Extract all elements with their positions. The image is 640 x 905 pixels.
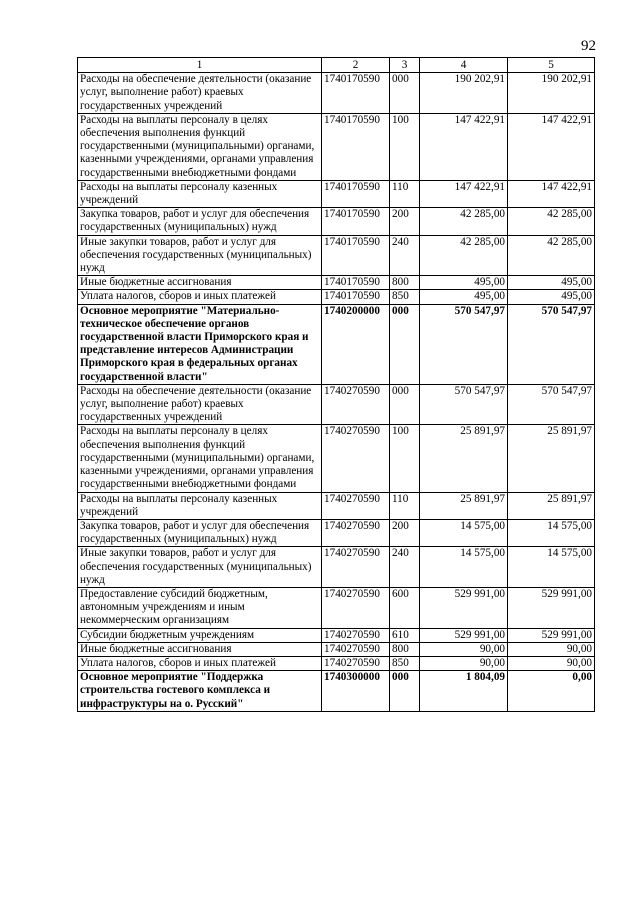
row-value-cell-2: 25 891,97 [508, 492, 595, 519]
row-kind-cell: 100 [390, 113, 420, 180]
row-name-cell: Уплата налогов, сборов и иных платежей [78, 656, 322, 670]
row-kind-cell: 000 [390, 304, 420, 384]
row-value-cell-1: 25 891,97 [420, 492, 508, 519]
row-name-cell: Иные закупки товаров, работ и услуг для обеспечения государственных (муниципальных) нужд [78, 547, 322, 588]
row-code-cell: 1740170590 [322, 290, 390, 304]
row-name-cell: Иные бюджетные ассигнования [78, 276, 322, 290]
row-value-cell-1: 1 804,09 [420, 671, 508, 712]
row-kind-cell: 200 [390, 519, 420, 546]
table-row [78, 113, 595, 180]
row-code-cell: 1740270590 [322, 547, 390, 588]
row-code-cell: 1740170590 [322, 73, 390, 114]
row-value-cell-1: 147 422,91 [420, 113, 508, 180]
row-value-cell-2: 190 202,91 [508, 73, 595, 114]
row-name-cell: Субсидии бюджетным учреждениям [78, 628, 322, 642]
table-row [78, 290, 595, 304]
table-row [78, 276, 595, 290]
row-name-cell: Расходы на обеспечение деятельности (оказание услуг, выполнение работ) краевых государственных учреждений [78, 384, 322, 425]
row-value-cell-2: 529 991,00 [508, 587, 595, 628]
table-row [78, 547, 595, 588]
table-body [78, 73, 595, 712]
row-name-cell: Иные бюджетные ассигнования [78, 642, 322, 656]
row-code-cell: 1740170590 [322, 276, 390, 290]
row-kind-cell: 000 [390, 73, 420, 114]
row-value-cell-2: 90,00 [508, 642, 595, 656]
header-col-1: 1 [78, 58, 322, 73]
row-value-cell-2: 0,00 [508, 671, 595, 712]
page-number: 92 [581, 38, 596, 54]
table-row [78, 642, 595, 656]
table-row [78, 208, 595, 235]
row-value-cell-2: 147 422,91 [508, 180, 595, 207]
row-value-cell-2: 570 547,97 [508, 304, 595, 384]
row-code-cell: 1740270590 [322, 628, 390, 642]
row-value-cell-1: 570 547,97 [420, 304, 508, 384]
row-value-cell-2: 529 991,00 [508, 628, 595, 642]
row-value-cell-1: 190 202,91 [420, 73, 508, 114]
row-value-cell-2: 495,00 [508, 276, 595, 290]
row-value-cell-1: 495,00 [420, 290, 508, 304]
row-value-cell-1: 25 891,97 [420, 425, 508, 492]
row-code-cell: 1740270590 [322, 642, 390, 656]
row-kind-cell: 110 [390, 180, 420, 207]
row-code-cell: 1740270590 [322, 492, 390, 519]
row-name-cell: Основное мероприятие "Материально-техническое обеспечение органов государственной власти Приморского края и представление интересов Администрации Приморского края в федеральных органах государственной власти" [78, 304, 322, 384]
row-name-cell: Уплата налогов, сборов и иных платежей [78, 290, 322, 304]
row-code-cell: 1740270590 [322, 384, 390, 425]
header-col-5: 5 [508, 58, 595, 73]
row-name-cell: Основное мероприятие "Поддержка строительства гостевого комплекса и инфраструктуры на о. Русский" [78, 671, 322, 712]
row-value-cell-2: 25 891,97 [508, 425, 595, 492]
row-name-cell: Расходы на обеспечение деятельности (оказание услуг, выполнение работ) краевых государственных учреждений [78, 73, 322, 114]
row-value-cell-2: 147 422,91 [508, 113, 595, 180]
row-kind-cell: 600 [390, 587, 420, 628]
table-row [78, 628, 595, 642]
row-kind-cell: 850 [390, 290, 420, 304]
row-code-cell: 1740270590 [322, 425, 390, 492]
table-row [78, 180, 595, 207]
row-code-cell: 1740170590 [322, 113, 390, 180]
row-code-cell: 1740170590 [322, 208, 390, 235]
table-row [78, 519, 595, 546]
row-kind-cell: 610 [390, 628, 420, 642]
row-name-cell: Закупка товаров, работ и услуг для обеспечения государственных (муниципальных) нужд [78, 208, 322, 235]
row-value-cell-2: 14 575,00 [508, 519, 595, 546]
table-row [78, 235, 595, 276]
table-row [78, 384, 595, 425]
row-code-cell: 1740270590 [322, 587, 390, 628]
row-kind-cell: 000 [390, 671, 420, 712]
row-value-cell-1: 529 991,00 [420, 587, 508, 628]
row-name-cell: Предоставление субсидий бюджетным, автономным учреждениям и иным некоммерческим организациям [78, 587, 322, 628]
row-kind-cell: 800 [390, 276, 420, 290]
row-value-cell-1: 529 991,00 [420, 628, 508, 642]
row-value-cell-1: 14 575,00 [420, 547, 508, 588]
row-value-cell-2: 90,00 [508, 656, 595, 670]
table-row [78, 671, 595, 712]
row-code-cell: 1740200000 [322, 304, 390, 384]
row-value-cell-1: 14 575,00 [420, 519, 508, 546]
row-value-cell-2: 42 285,00 [508, 208, 595, 235]
table-header-row [78, 58, 595, 73]
row-name-cell: Расходы на выплаты персоналу в целях обеспечения выполнения функций государственными (муниципальными) органами, казенными учреждениями, органами управления государственными внебюджетными фондами [78, 425, 322, 492]
row-value-cell-1: 90,00 [420, 642, 508, 656]
table-row [78, 73, 595, 114]
row-kind-cell: 240 [390, 547, 420, 588]
row-value-cell-2: 570 547,97 [508, 384, 595, 425]
row-name-cell: Закупка товаров, работ и услуг для обеспечения государственных (муниципальных) нужд [78, 519, 322, 546]
table-row [78, 425, 595, 492]
row-kind-cell: 800 [390, 642, 420, 656]
row-name-cell: Расходы на выплаты персоналу казенных учреждений [78, 180, 322, 207]
row-value-cell-2: 495,00 [508, 290, 595, 304]
row-code-cell: 1740170590 [322, 180, 390, 207]
row-name-cell: Расходы на выплаты персоналу казенных учреждений [78, 492, 322, 519]
table-row [78, 587, 595, 628]
row-value-cell-1: 147 422,91 [420, 180, 508, 207]
row-name-cell: Иные закупки товаров, работ и услуг для обеспечения государственных (муниципальных) нужд [78, 235, 322, 276]
row-kind-cell: 240 [390, 235, 420, 276]
row-kind-cell: 200 [390, 208, 420, 235]
row-value-cell-2: 42 285,00 [508, 235, 595, 276]
row-code-cell: 1740270590 [322, 656, 390, 670]
table-row [78, 492, 595, 519]
row-value-cell-2: 14 575,00 [508, 547, 595, 588]
header-col-2: 2 [322, 58, 390, 73]
table-row [78, 304, 595, 384]
row-value-cell-1: 42 285,00 [420, 235, 508, 276]
row-kind-cell: 850 [390, 656, 420, 670]
row-name-cell: Расходы на выплаты персоналу в целях обеспечения выполнения функций государственными (муниципальными) органами, казенными учреждениями, органами управления государственными внебюджетными фондами [78, 113, 322, 180]
row-value-cell-1: 42 285,00 [420, 208, 508, 235]
budget-table [77, 57, 595, 712]
row-value-cell-1: 90,00 [420, 656, 508, 670]
row-kind-cell: 000 [390, 384, 420, 425]
table-row [78, 656, 595, 670]
row-code-cell: 1740170590 [322, 235, 390, 276]
row-code-cell: 1740300000 [322, 671, 390, 712]
row-kind-cell: 100 [390, 425, 420, 492]
row-code-cell: 1740270590 [322, 519, 390, 546]
row-value-cell-1: 495,00 [420, 276, 508, 290]
header-col-3: 3 [390, 58, 420, 73]
row-kind-cell: 110 [390, 492, 420, 519]
row-value-cell-1: 570 547,97 [420, 384, 508, 425]
header-col-4: 4 [420, 58, 508, 73]
